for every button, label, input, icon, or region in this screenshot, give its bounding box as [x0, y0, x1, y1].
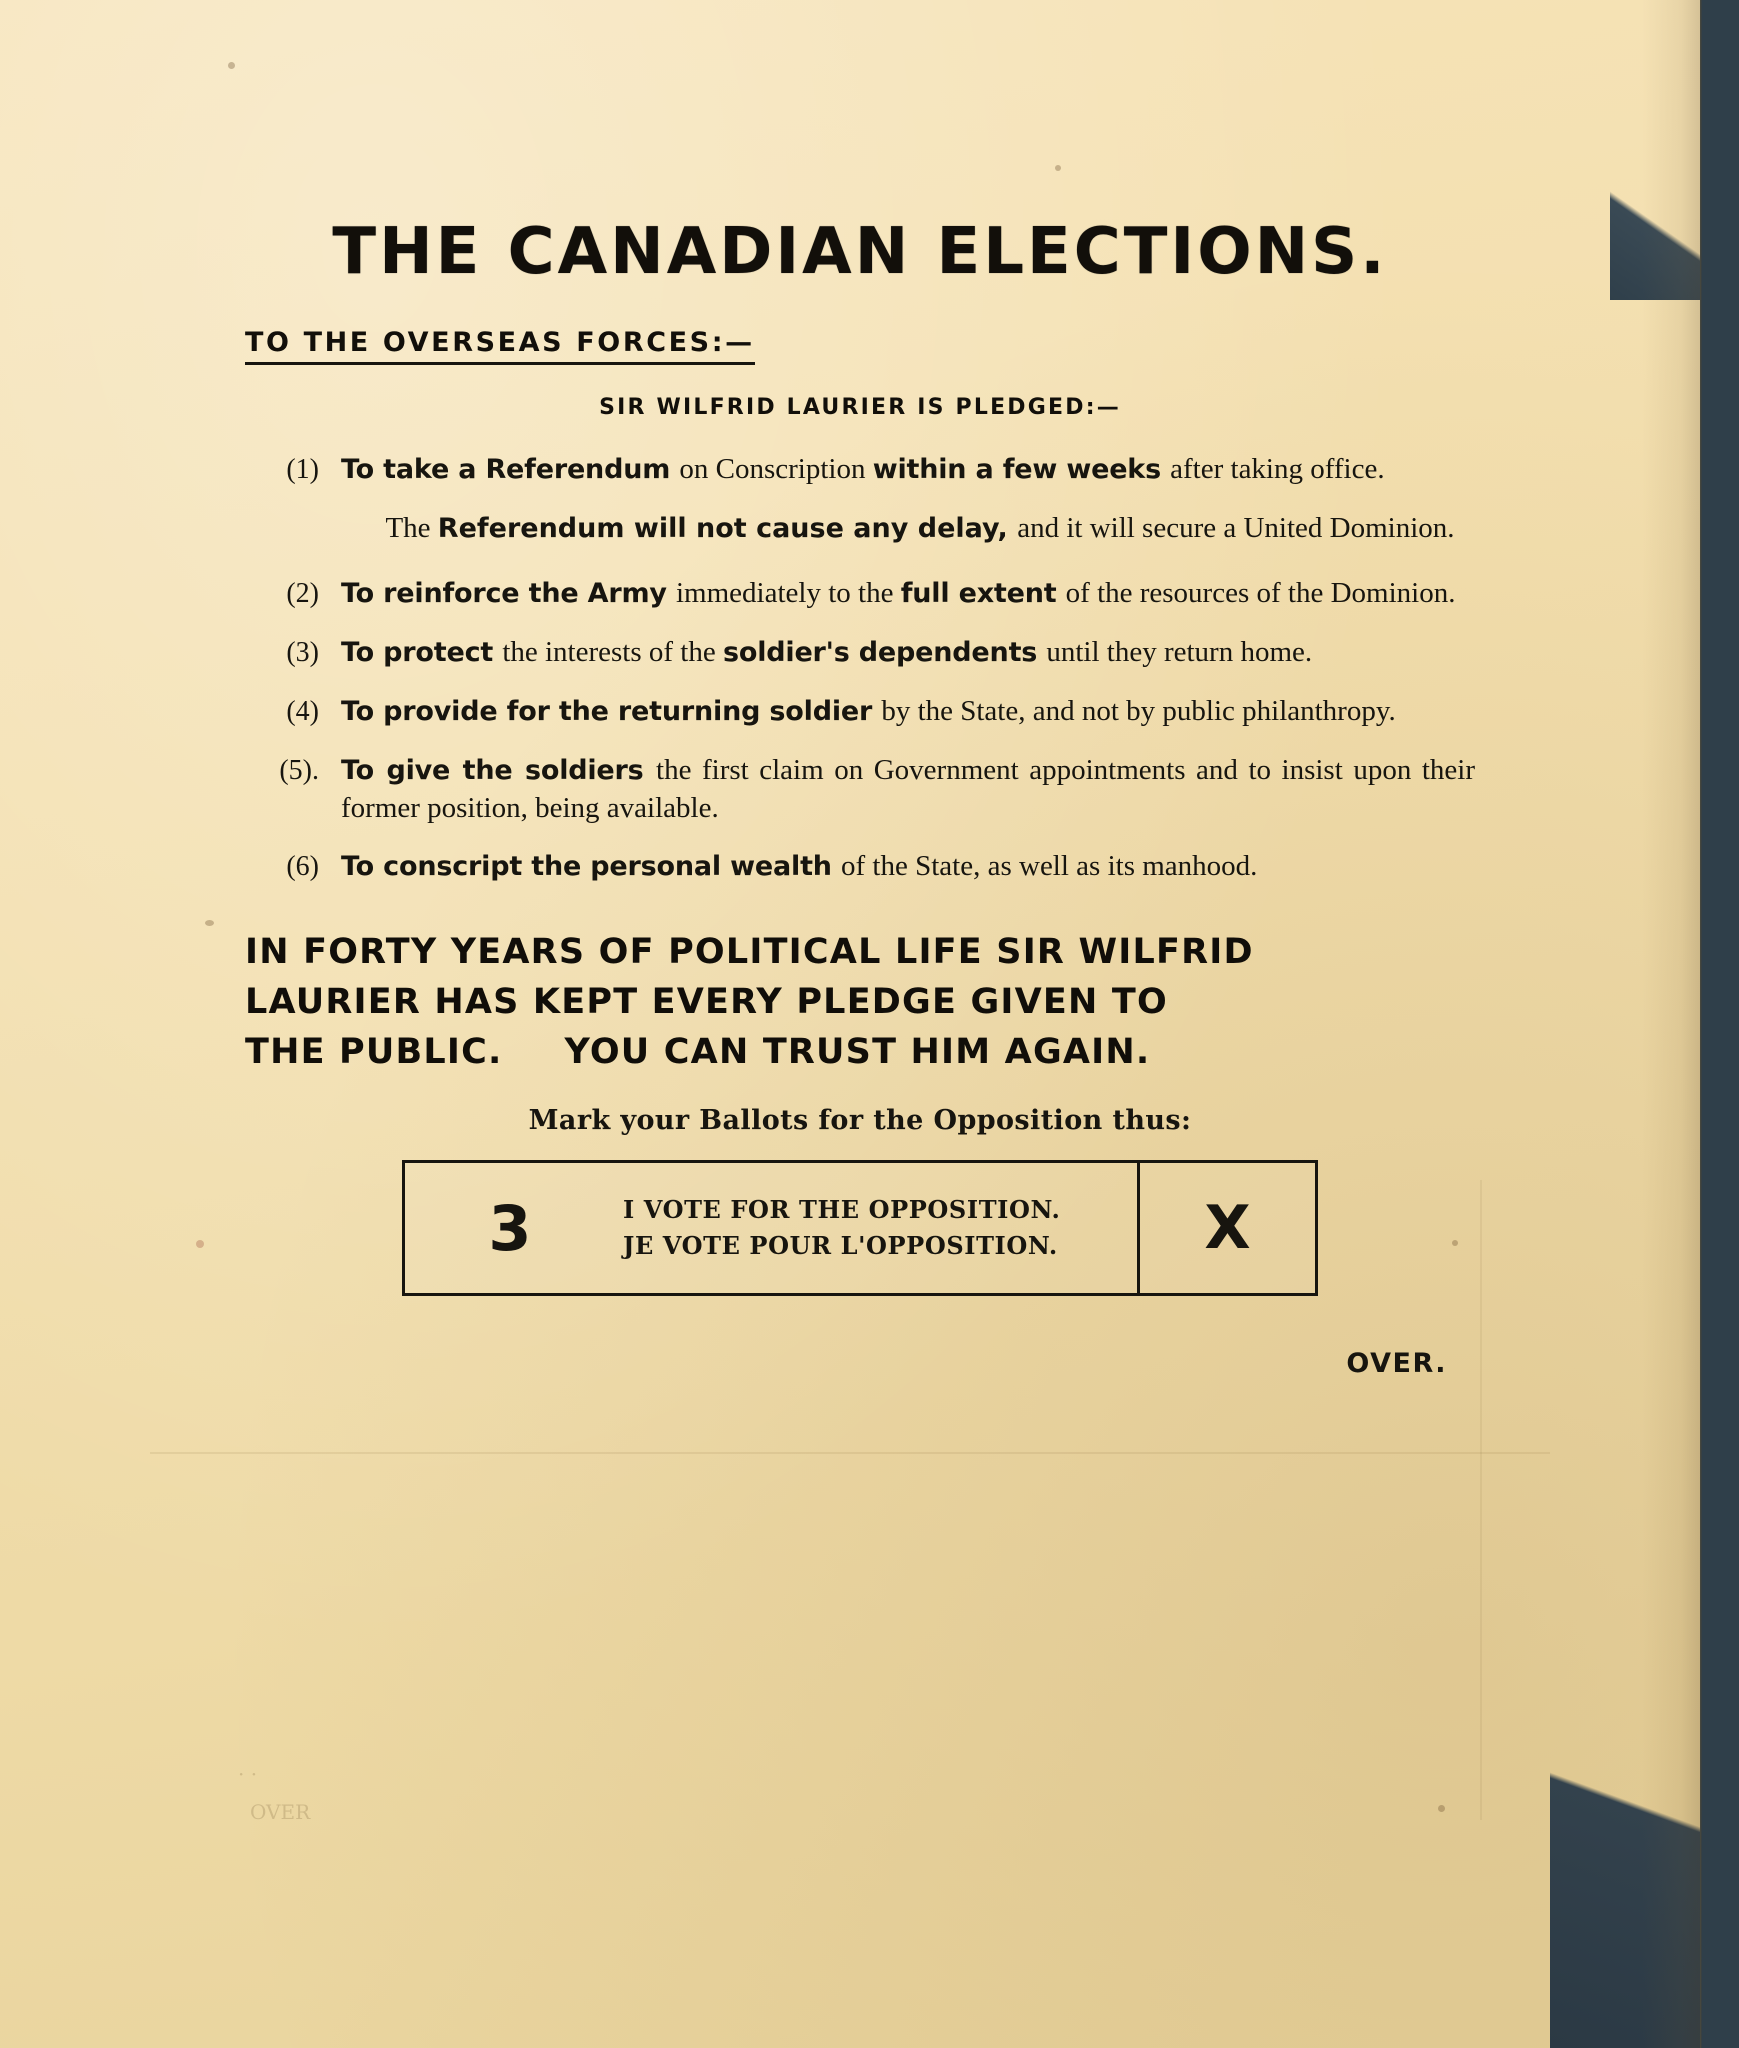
paper-speck	[228, 62, 235, 69]
pledge-item-4-segment-1: the first claim on Government appointments and to insist upon their former position, being available.	[341, 753, 1475, 824]
subtitle: TO THE OVERSEAS FORCES:—	[245, 327, 755, 365]
paper-showthrough: OVER	[250, 1800, 311, 1824]
banner-line-3b: YOU CAN TRUST HIM AGAIN.	[564, 1031, 1151, 1072]
paper-corner-fold-top	[1610, 0, 1700, 300]
paper-speck	[1055, 165, 1061, 171]
pledge-item	[245, 574, 1475, 613]
paper-speck	[205, 920, 214, 926]
paper-corner-fold	[1550, 1528, 1700, 2048]
ballot-text-french: JE VOTE POUR L'OPPOSITION.	[623, 1231, 1058, 1261]
banner-line-1: IN FORTY YEARS OF POLITICAL LIFE SIR WILFRID	[245, 932, 1254, 973]
paper-crease	[150, 1452, 1550, 1454]
pledge-item-1-segment-1: immediately to the	[676, 576, 901, 609]
pledge-item-2-segment-2: soldier's dependents	[722, 636, 1047, 668]
pledge-item	[245, 847, 1475, 886]
pledge-item-1-segment-3: of the resources of the Dominion.	[1065, 576, 1456, 609]
pledge-item-4-segment-0: To give the soldiers	[341, 754, 657, 786]
pledge-item	[245, 751, 1475, 828]
banner-line-3	[245, 1028, 1475, 1078]
pledge-item-number: (3)	[286, 636, 319, 668]
over-footer: OVER.	[1346, 1348, 1447, 1380]
sample-ballot	[402, 1160, 1318, 1296]
subparagraph-segment-0: The	[385, 511, 438, 544]
pledge-item-0-segment-0: To take a Referendum	[341, 454, 680, 485]
ballot-x-mark: X	[1204, 1193, 1251, 1264]
pledge-item	[245, 450, 1475, 489]
pledge-item-text	[341, 847, 1475, 885]
pledge-heading: SIR WILFRID LAURIER IS PLEDGED:—	[599, 395, 1121, 420]
pledge-item-1-segment-2: full extent	[900, 577, 1066, 609]
ballot-text-english: I VOTE FOR THE OPPOSITION.	[623, 1195, 1061, 1225]
pledge-item-3-segment-1: by the State, and not by public philanthropy.	[881, 694, 1396, 727]
pledge-item-number: (2)	[286, 577, 319, 609]
pledge-item-0-segment-3: after taking office.	[1170, 453, 1385, 485]
pledge-item-number: (6)	[286, 851, 319, 883]
pledge-item-5-segment-1: of the State, as well as its manhood.	[841, 850, 1258, 883]
paper-showthrough: · ·	[238, 1762, 258, 1786]
ballot-text-block	[615, 1163, 1140, 1293]
pledge-item-text	[341, 633, 1475, 671]
pledge-item-text	[341, 692, 1475, 730]
pledge-item-text	[341, 751, 1475, 828]
pledge-item-1-segment-0: To reinforce the Army	[341, 577, 676, 609]
pledge-item	[245, 692, 1475, 731]
pledge-item-number: (5).	[279, 754, 319, 786]
pledge-item-number: (1)	[286, 454, 319, 485]
paper-speck	[196, 1240, 204, 1248]
subparagraph-segment-2: and it will secure a United Dominion.	[1017, 511, 1455, 544]
pledge-item-0-segment-1: on Conscription	[679, 453, 873, 485]
pledge-item-3-segment-0: To provide for the returning soldier	[341, 695, 882, 727]
pledge-item-5-segment-0: To conscript the personal wealth	[341, 851, 842, 883]
banner-statement	[245, 928, 1475, 1077]
paper-speck	[1438, 1805, 1445, 1812]
pledge-item-2-segment-1: the interests of the	[502, 635, 723, 668]
pledge-item-text	[341, 574, 1475, 612]
leaflet-content	[245, 215, 1475, 1379]
subtitle-wrapper	[245, 327, 1475, 365]
mark-instruction: Mark your Ballots for the Opposition thus:	[528, 1105, 1192, 1137]
pledge-item-2-segment-3: until they return home.	[1046, 635, 1313, 668]
pledge-item-0-segment-2: within a few weeks	[872, 454, 1171, 485]
pledge-item-text	[341, 450, 1475, 488]
pledge-list	[245, 450, 1475, 886]
pledge-item	[245, 633, 1475, 672]
referendum-subparagraph	[365, 509, 1475, 548]
ballot-number: 3	[488, 1191, 532, 1265]
pledge-item-number: (4)	[286, 695, 319, 727]
pledge-item-2-segment-0: To protect	[341, 636, 503, 668]
banner-line-3a: THE PUBLIC.	[245, 1031, 503, 1072]
page-title: THE CANADIAN ELECTIONS.	[332, 215, 1388, 289]
paper-crease	[1480, 1180, 1482, 1820]
banner-line-2: LAURIER HAS KEPT EVERY PLEDGE GIVEN TO	[245, 981, 1168, 1022]
subparagraph-segment-1: Referendum will not cause any delay,	[437, 512, 1018, 544]
